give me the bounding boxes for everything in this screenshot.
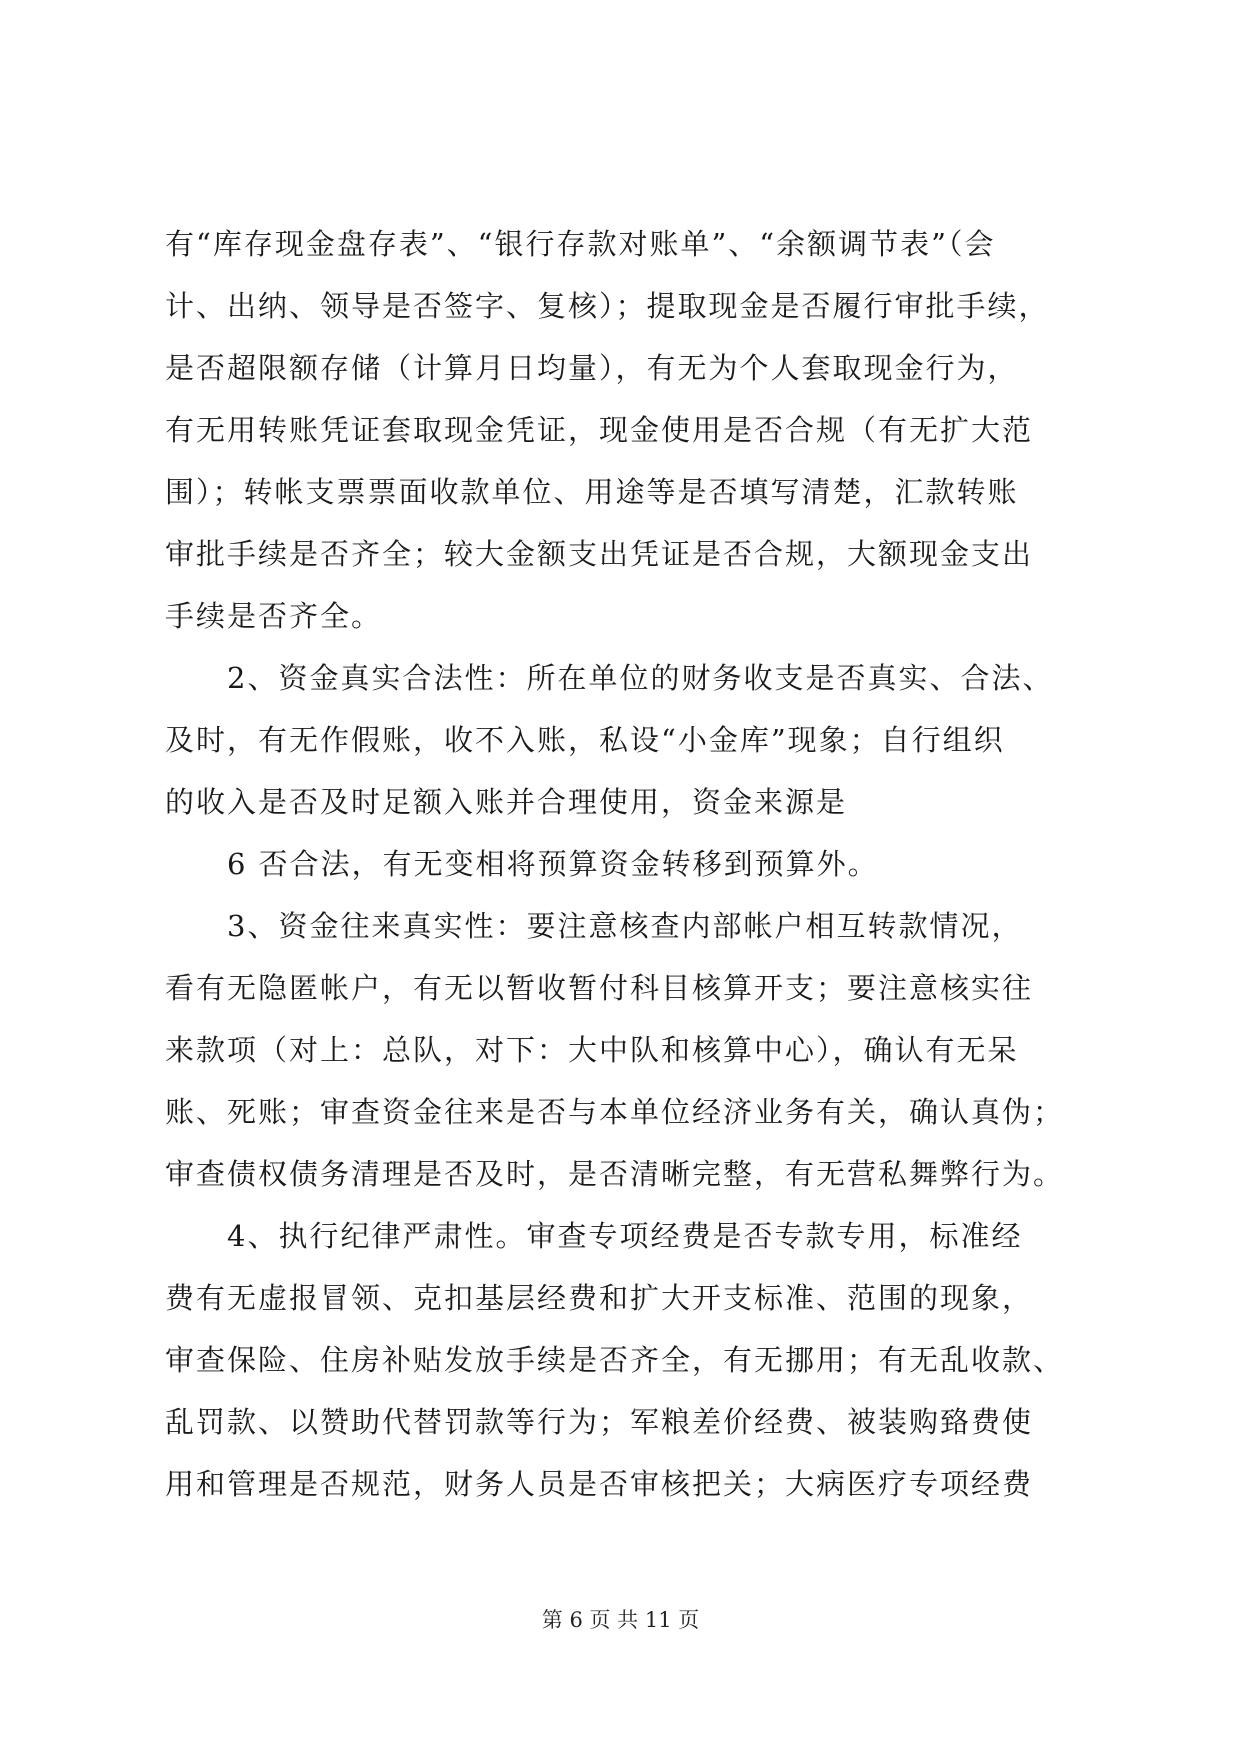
- text-line: 账、死账；审查资金往来是否与本单位经济业务有关，确认真伪；: [165, 1095, 1065, 1129]
- text-line: 是否超限额存储（计算月日均量），有无为个人套取现金行为，: [165, 351, 1019, 385]
- text-line: 3、资金往来真实性：要注意核查内部帐户相互转款情况，: [227, 909, 1023, 943]
- text-line: 2、资金真实合法性：所在单位的财务收支是否真实、合法、: [227, 661, 1054, 695]
- text-line: 计、出纳、领导是否签字、复核）；提取现金是否履行审批手续，: [165, 289, 1050, 323]
- text-line: 6 否合法，有无变相将预算资金转移到预算外。: [227, 847, 879, 881]
- text-line: 费有无虚报冒领、克扣基层经费和扩大开支标准、范围的现象，: [165, 1281, 1034, 1315]
- text-line: 的收入是否及时足额入账并合理使用，资金来源是: [165, 785, 848, 819]
- text-line: 审查债权债务清理是否及时，是否清晰完整，有无营私舞弊行为。: [165, 1157, 1065, 1191]
- page-number-label: 第 6 页 共 11 页: [541, 1608, 700, 1632]
- text-line: 用和管理是否规范，财务人员是否审核把关；大病医疗专项经费: [165, 1467, 1034, 1501]
- text-line: 手续是否齐全。: [165, 599, 383, 633]
- text-line: 围）；转帐支票票面收款单位、用途等是否填写清楚，汇款转账: [165, 475, 1019, 509]
- text-line: 审批手续是否齐全；较大金额支出凭证是否合规，大额现金支出: [165, 537, 1034, 571]
- text-line: 乱罚款、以赞助代替罚款等行为；军粮差价经费、被装购臵费使: [165, 1405, 1034, 1439]
- text-line: 来款项（对上：总队，对下：大中队和核算中心），确认有无呆: [165, 1033, 1019, 1067]
- page-footer: [0, 1605, 1241, 1635]
- text-line: 有“库存现金盘存表”、“银行存款对账单”、“余额调节表”（会: [165, 227, 996, 261]
- document-body: [165, 213, 1080, 1515]
- text-line: 及时，有无作假账，收不入账，私设“小金库”现象；自行组织: [165, 723, 1005, 757]
- text-line: 审查保险、住房补贴发放手续是否齐全，有无挪用；有无乱收款、: [165, 1343, 1065, 1377]
- text-line: 4、执行纪律严肃性。审查专项经费是否专款专用，标准经: [227, 1219, 1023, 1253]
- text-line: 看有无隐匿帐户，有无以暂收暂付科目核算开支；要注意核实往: [165, 971, 1034, 1005]
- text-line: 有无用转账凭证套取现金凭证，现金使用是否合规（有无扩大范: [165, 413, 1034, 447]
